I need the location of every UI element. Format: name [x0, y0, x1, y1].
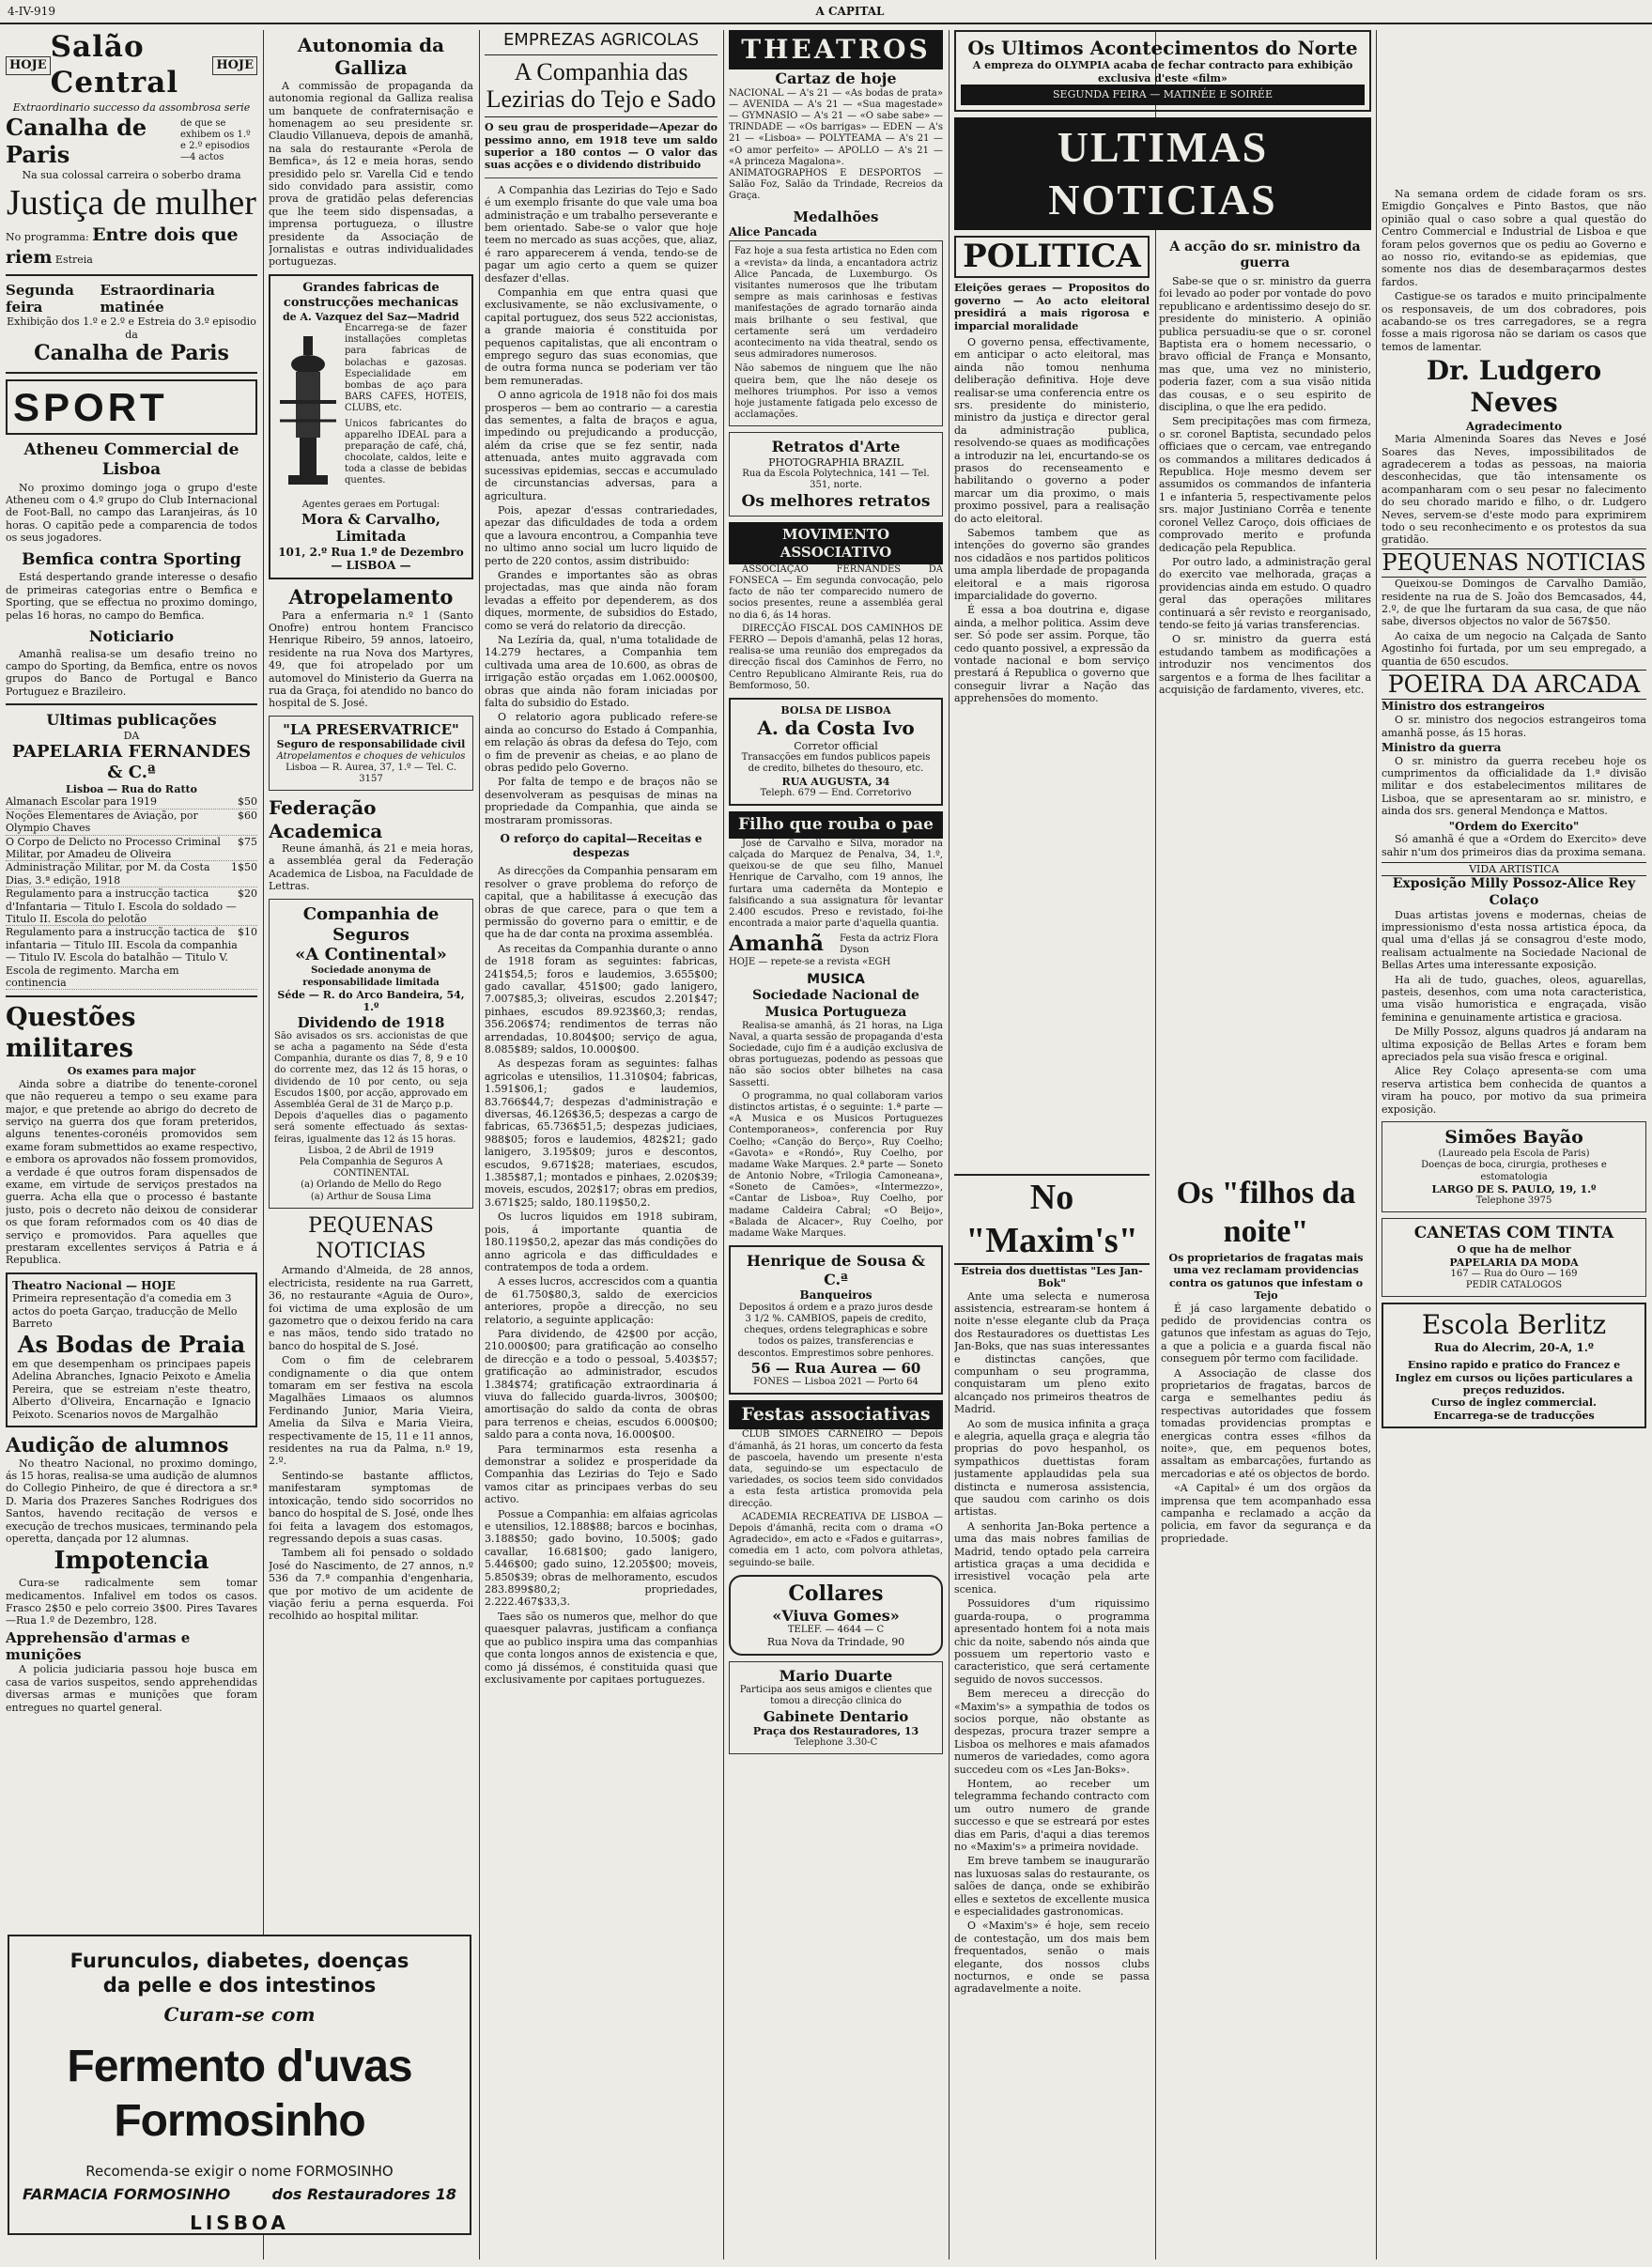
henrique-ad	[729, 1245, 943, 1395]
maxims-text: Ante uma selecta e numerosa assistencia, estrearam-se hontem á noite n'esse elegante club da Praça dos Restauradores os duettistas Les Jan-Boks, que nas suas interessantes e distinctas canções, que compunham o seu programma, conquistaram um pleno exito alcançado nos primeiros theatros de Madrid.	[954, 1289, 1150, 1416]
column-rule	[479, 30, 480, 2259]
column-2	[269, 30, 473, 1929]
column-3	[485, 30, 718, 2259]
publication-price: $60	[238, 809, 257, 822]
publication-item	[6, 926, 257, 990]
audicao-title: Audição de alumnos	[6, 1432, 229, 1457]
filhos-sub: Os proprietarios de fragatas mais uma vez reclamam providencias contra os gatunos que infestam o Tejo	[1168, 1251, 1364, 1303]
continental-dividendo: Dividendo de 1918	[297, 1013, 445, 1031]
expo-text3: De Milly Possoz, alguns quadros já andaram na ultima exposição de Bellas Artes e foram bem apreciados pela sua visão fresca e original.	[1382, 1026, 1646, 1064]
apprehensao-title: Apprehensão d'armas e munições	[6, 1628, 191, 1664]
headline-deck: O seu grau de prosperidade—Apezar do pessimo anno, em 1918 teve um saldo superior a 180 contos — O valor das suas acções e o dividendo distribuido	[485, 121, 718, 172]
ad-recomenda: Recomenda-se exigir o nome FORMOSINHO	[85, 2162, 394, 2180]
bodas-text: em que desempenham os principaes papeis Adelina Abranches, Ignacio Peixoto e Amelia Pereira, que se estreiam n'este theatro, Alberto d'Oliveira, Encarnação e Ignacio Peixoto. Scenarios novos de Margalhão	[12, 1357, 251, 1421]
canetas-address: 167 — Rua do Ouro — 169	[1450, 1268, 1578, 1279]
simoes-sub: (Laureado pela Escola de Paris)	[1438, 1149, 1590, 1160]
continental-text: São avisados os srs. accionistas de que se acha a pagamento na Séde d'esta Companhia, durante os dias 7, 8, 9 e 10 do corrente mez, das 12 ás 15 horas, o dividendo de 10 por cento, ou seja Escudos 1$00, por acção, approvado em Assembléa Geral de 31 de Março p.p.	[274, 1030, 468, 1111]
fabricas-agents-name: Mora & Carvalho, Limitada	[301, 511, 441, 546]
canetas-catalog: PEDIR CATALOGOS	[1465, 1280, 1563, 1291]
fermento-ad	[8, 1935, 471, 2235]
collares-title: Collares	[788, 1581, 884, 1606]
preservatrice-address: Lisboa — R. Aurea, 37, 1.º — Tel. C. 3157	[286, 762, 456, 784]
henrique-address: 56 — Rua Aurea — 60	[750, 1359, 921, 1377]
politica-text2: Sabemos tambem que as intenções do governo são grandes nos cidadãos e nos partidos politicos uma ampla liberdade de propaganda eleitoral e a mais rigorosa imparcialidade do governo.	[954, 527, 1150, 603]
section-title: EMPREZAS AGRICOLAS	[502, 30, 700, 50]
publications-da: DA	[123, 729, 140, 742]
audicao-text: No theatro Nacional, no proximo domingo, ás 15 horas, realisa-se uma audição de alumnos do Collegio Pinheiro, de que é directora a sr.ª D. Maria dos Prazeres Sanches Rodrigues dos Santos, havendo recitação de versos e execução de trechos musicaes, terminando pela operetta, dançada por 12 alumnas.	[6, 1457, 257, 1546]
filhos-text2: A Associação de classe dos proprietarios de fragatas, barcos de carga e semelhantes pediu ás respectivas autoridades que fossem tomadas providencias promptas e energicas contra esses «filhos da noite», que, em pequenos botes, assaltam as embarcações, furtando as mercadorias e até os objectos de bordo.	[1161, 1366, 1371, 1480]
atropelamento-text: Para a enfermaria n.º 1 (Santo Onofre) entrou hontem Francisco Henrique Ribeiro, 59 annos, latoeiro, residente na rua Nova dos Martyres, 49, que foi atropelado por um automovel do Ministerio da Guerra na rua da Graça, foi atendido no banco do hospital de S. José.	[269, 609, 473, 710]
pequenas-text: Armando d'Almeida, de 28 annos, electricista, residente na rua Garrett, 36, no restaurante «Aguia de Ouro», foi victima de uma explosão de um gazometro que o deixou ferido na cara e nas mãos, tendo sido tratado no banco do hospital de S. José.	[269, 1264, 473, 1352]
pequenas-text4: Tambem ali foi pensado o soldado José do Nascimento, de 27 annos, n.º 536 da 7.ª companhia d'engenharia, que por motivo de um acidente de viação feriu a perna esquerda. Foi recolhido ao hospital militar.	[269, 1547, 473, 1623]
ad-farmacia-row	[23, 2185, 456, 2204]
column-7	[1382, 188, 1646, 2259]
salao-central-header	[6, 30, 257, 101]
retratos-slogan: Os melhores retratos	[741, 491, 931, 511]
retratos-name: PHOTOGRAPHIA BRAZIL	[768, 455, 903, 469]
bolsa-tel: Teleph. 679 — End. Corretorivo	[760, 787, 912, 798]
ultimos-text: A empreza do OLYMPIA acaba de fechar contracto para exhibição exclusiva d'este «film»	[972, 59, 1353, 85]
side-text: Na semana ordem de cidade foram os srs. Emigdio Gonçalves e Pinto Bastos, que não opinião qual o caso sobre a qual questão do Centro Commercial e Industrial de Lisboa e que foram pelos governos que os pediu ao Governo e ao nosso rio, evitando-se as epidemias, que somente nos dias de desembaraçarmos destes fardos.	[1382, 188, 1646, 288]
retratos-title: Retratos d'Arte	[771, 438, 901, 456]
benfica-text: Está despertando grande interesse o desafio de primeiras categorias entre o Bemfica e Sporting, que se effectua no proximo domingo, pelas 16 horas, no campo do Bemfica.	[6, 571, 257, 622]
monday-text: Exhibição dos 1.º e 2.º e Estreia do 3.º episodio da	[7, 316, 256, 341]
publication-name: O Corpo de Delicto no Processo Criminal Militar, por Amadeu de Oliveira	[6, 835, 221, 860]
ultimos-sub: SEGUNDA FEIRA — MATINÉE E SOIRÉE	[961, 85, 1365, 104]
column-6-top	[954, 30, 1371, 1168]
mario-tel: Telephone 3.30-C	[794, 1737, 878, 1749]
divider	[6, 703, 257, 705]
theatros-title: THEATROS	[729, 30, 943, 69]
program-prefix: No programma:	[6, 231, 89, 244]
publication-item	[6, 887, 257, 926]
movimento-text: ASSOCIAÇÃO FERNANDES DA FONSECA — Em segunda convocação, pelo facto de não ter comparecido numero de socios presentes, reune a assembléa geral no dia 6, ás 14 horas.	[729, 563, 943, 621]
medalhoes-text2: Não sabemos de ninguem que lhe não queira bem, que lhe não deseje os melhores triumphos. Por isso a vemos hoje justamente fatigada pelo excesso de acclamações.	[734, 363, 937, 421]
ministro-estrangeiros-text: O sr. ministro dos negocios estrangeiros toma amanhã posse, ás 15 horas.	[1382, 714, 1646, 739]
maxims-title: No "Maxim's"	[954, 1174, 1150, 1265]
column-rule	[723, 30, 724, 2259]
fabricas-ad	[269, 274, 473, 579]
guerra-text3: Por outro lado, a administração geral do exercito vae melhorada, graças a providencias ainda em estudo. O quadro geral das operações militares continuará a sêr revisto e reorganisado, tendo-se feito já varias transferencias.	[1159, 555, 1371, 631]
questoes-text: Ainda sobre a diatribe do tenente-coronel que não requereu a tempo o seu exame para major, e que pretende ao abrigo do decreto de serviço na guerra dos que foram preteridos, alguns tenentes-coronéis promovidos sem exame foram submettidos ao exame respectivo, e embora os aprovados não fossem promovidos, a verdade é que outros foram dispensados de exame, em virtude de serviços prestados na guerra. Acha ella que o processo é bastante justo, pois o decreto não deixou de considerar os que foram reformados com os 40 dias de serviço e promovidos. Para aquelles que prestaram excellentes serviços á Patria e á Republica.	[6, 1077, 257, 1267]
simoes-address: LARGO DE S. PAULO, 19, 1.º	[1431, 1182, 1597, 1195]
ad-furunculos-line1: Furunculos, diabetes, doenças	[69, 1950, 409, 1972]
continental-sign3: (a) Arthur de Sousa Lima	[310, 1191, 432, 1202]
papelaria-name: PAPELARIA FERNANDES & C.ª	[11, 742, 252, 783]
publication-name: Regulamento para a instrucção tactica de infantaria — Titulo III. Escola da companhia — Titulo IV. Escola do batalhão — Titulo V. Escola de regimento. Marcha em continencia	[6, 926, 238, 990]
continental-text2: Depois d'aquelles dias o pagamento será somente effectuado ás sextas-feiras, igualmente das 12 ás 15 horas.	[274, 1111, 468, 1145]
article-paragraph: As receitas da Companhia durante o anno de 1918 foram as seguintes: fabricas, 241$54,5; foros e laudemios, 3.655$00; gado cavallar, 451$00; gado lanigero, 7.007$85,3; oliveiras, escudos 2.201$47; pinhaes, escudos 89.923$60,3; rendas, 356.206$74; rendimentos de terras não arrendadas, 10.804$00; serviço de agua, 8.085$89; saldos, 10.000$00.	[485, 942, 718, 1056]
article-paragraph: Para dividendo, de 42$00 por acção, 210.000$00; para gratificação ao conselho de direcção e a todo o pessoal, 5.403$57; gratificação ao administrador, escudos 1.384$74; gratificação extraordinaria á viuva do fallecido guarda-livros, 300$00; amortisação do saldo da conta de obras para terrenos e cheias, escudos 6.000$00; saldo para a conta nova, 16.000$00.	[485, 1327, 718, 1442]
vida-title: VIDA ARTISTICA	[1382, 862, 1646, 876]
expo-text: Duas artistas jovens e modernas, cheias de impressionismo d'esta nossa artistica época, da qual uma d'ellas já se consagrou d'este modo, realisam actualmente na Sociedade Nacional de Bellas Artes uma interessante exposição.	[1382, 908, 1646, 972]
publication-name: Almanach Escolar para 1919	[6, 795, 158, 809]
simoes-title: Simões Bayão	[1444, 1127, 1583, 1149]
publication-name: Noções Elementares de Aviação, por Olympio Chaves	[6, 809, 198, 835]
side-text2: Castigue-se os tarados e muito principalmente os responsaveis, de um dos cobradores, pois acabando-se os tres carregadores, se a regra fosse a mais rigorosa não se dariam os casos que temos de lamentar.	[1382, 290, 1646, 353]
maxims-text: O «Maxim's» é hoje, sem receio de contestação, um dos mais bem frequentados, senão o mais elegante, dos nossos clubs nocturnos, e onde se passa agradavelmente a noite.	[954, 1920, 1150, 1996]
ad-farmacia-address: dos Restauradores 18	[271, 2185, 456, 2203]
musica-text: Realisa-se amanhã, ás 21 horas, na Liga Naval, a quarta sessão de propaganda d'esta Sociedade, cujo fim é a audição exclusiva de obras portuguezas, podendo as pessoas que não são socios obter bilhetes na casa Sassetti.	[729, 1020, 943, 1088]
henrique-title: Henrique de Sousa & C.ª	[746, 1252, 926, 1288]
reforco-title: O reforço do capital—Receitas e despezas	[500, 832, 702, 859]
column-6-bottom	[1161, 1174, 1371, 2259]
autonomia-title: Autonomia da Galliza	[297, 34, 445, 80]
divider	[6, 274, 257, 276]
guerra-text2: Sem precipitações mas com firmeza, o sr. coronel Baptista, secundado pelos officiaes que o cercam, vae entregando os commandos a militares dedicados á Republica. Hoje mesmo devem ser assumidos os commandos de infanteria 1 e infanteria 5, respectivamente pelos srs. major Justiniano Corrêa e tenente coronel Vellez Caroço, dois officiaes de comprovado merito e profunda dedicação pela Republica.	[1159, 415, 1371, 554]
ad-furunculos-line2: da pelle e dos intestinos	[102, 1973, 377, 1997]
theatro-nacional-text: Primeira representação d'a comedia em 3 actos do poeta Garçao, traducção de Mello Barreto	[12, 1292, 238, 1331]
article-paragraph: O anno agricola de 1918 não foi dos mais prosperos — bem ao contrario — a carestia das sementes, a falta de braços e agua, impedindo ou prejudicando a producção, além da crise que se fez sentir, nada attenuada, antes muito aggravada com sucessivas epidemias, seccas e accumulado de circunstancias adversas, para a agricultura.	[485, 389, 718, 502]
divider	[6, 372, 257, 374]
page-header	[0, 0, 1652, 24]
pequenas-text3: Sentindo-se bastante afflictos, manifestaram symptomas de intoxicação, tendo sido socorridos no banco do hospital de S. José, onde lhes foi feita a lavagem dos estomagos, regressando depois a suas casas.	[269, 1469, 473, 1545]
expo-text4: Alice Rey Colaço apresenta-se com uma reserva artistica bem conhecida de quantos a viram ha pouco, por motivo da sua primeira exposição.	[1382, 1065, 1646, 1116]
article-paragraph: Os lucros liquidos em 1918 subiram, pois, á importante quantia de 180.119$50,2, apezar das más condições do anno agricola e das difficuldades e contratempos de toda a ordem.	[485, 1211, 718, 1273]
ad-farmacia: FARMACIA FORMOSINHO	[23, 2185, 231, 2203]
coffee-machine-icon	[275, 327, 341, 496]
simoes-tel: Telephone 3975	[1475, 1195, 1552, 1207]
publication-price: 1$50	[231, 861, 257, 874]
fabricas-text2: Unicos fabricantes do apparelho IDEAL para a preparação de café, chá, chocolate, caldos, leite e toda a classe de bebidas quentes.	[345, 418, 467, 486]
impotencia-title: Impotencia	[54, 1547, 209, 1576]
publication-item	[6, 861, 257, 887]
ministro-guerra-text: O sr. ministro da guerra recebeu hoje os cumprimentos da officialidade da 1.ª divisão militar e dos estabelecimentos militares de Lisboa, que se apresentaram ao sr. ministro, e ainda dos srs. general Mendonça e Mattos.	[1382, 754, 1646, 818]
filho-title: Filho que rouba o pae	[729, 811, 943, 839]
column-5	[954, 1174, 1150, 2259]
fabricas-texts	[345, 323, 467, 500]
mario-text: Participa aos seus amigos e clientes que tomou a direcção clinica do	[739, 1685, 933, 1707]
extraordinary-line: Extraordinario successo da assombrosa serie	[12, 100, 251, 114]
maxims-sub: Estreia dos duettistas "Les Jan-Bok"	[961, 1264, 1143, 1290]
monday-title: Canalha de Paris	[34, 341, 229, 366]
ad-fermento: Fermento d'uvas Formosinho	[67, 2041, 412, 2147]
questoes-title: Questões militares	[6, 1003, 136, 1064]
divider	[6, 995, 257, 997]
fabricas-agents: Agentes geraes em Portugal:	[301, 500, 440, 510]
medalhoes-name: Alice Pancada	[729, 224, 817, 239]
papelaria-address: Lisboa — Rua do Ratto	[66, 782, 197, 795]
column-1	[6, 30, 257, 2259]
canetas-title: CANETAS COM TINTA	[1413, 1224, 1614, 1243]
berlitz-address: Rua do Alecrim, 20-A, 1.º	[1434, 1341, 1594, 1355]
ordem-text: Só amanhã é que a «Ordem do Exercito» deve sahir n'um dos primeiros dias da proxima semana.	[1382, 833, 1646, 858]
fabricas-agents-city: — LISBOA —	[331, 559, 411, 573]
berlitz-text2: Curso de inglez commercial.	[1431, 1396, 1597, 1410]
noticiario-text: Amanhã realisa-se um desafio treino no campo do Sporting, da Bemfica, entre os novos grupos do Banco de Portugal e Banco Portuguez e Brazileiro.	[6, 647, 257, 698]
header-date: 4-IV-919	[8, 4, 55, 18]
serie-title: Canalha de Paris	[6, 114, 147, 169]
collares-tel: TELEF. — 4644 — C	[787, 1625, 885, 1636]
medalhoes-title: Medalhões	[793, 208, 879, 225]
politica-title: POLITICA	[954, 236, 1150, 278]
federacao-text: Reune ámanhã, ás 21 e meia horas, a assembléa geral da Federação Academica de Lisboa, na Faculdade de Lettras.	[269, 841, 473, 893]
retratos-address: Rua da Escola Polytechnica, 141 — Tel. 351, norte.	[742, 469, 930, 491]
collares-sub: «Viuva Gomes»	[772, 1606, 900, 1625]
publication-item	[6, 836, 257, 862]
ad-lisboa: LISBOA	[190, 2211, 289, 2234]
fabricas-owner: de A. Vazquez del Saz—Madrid	[282, 310, 460, 323]
main-headline: A Companhia das Lezirias do Tejo e Sado	[485, 54, 718, 117]
cartaz-item: NACIONAL — A's 21 — «As bodas de prata» — AVENIDA — A's 21 — «Sua magestade» — GYMNASIO — A's 21 — «O sabe sabe» — TRINDADE — «Os barrigas» — EDEN — A's 21 — «Lisboa» — POLYTEAMA — A's 21 — «O amor perfeito» — APOLLO — A's 21 — «A princeza Magalona».	[729, 87, 943, 167]
bolsa-title: BOLSA DE LISBOA	[780, 703, 891, 717]
fabricas-body	[275, 323, 467, 500]
column-rule	[263, 30, 264, 2259]
continental-sign1: Pela Companhia de Seguros A CONTINENTAL	[299, 1156, 443, 1180]
program-suffix: Estreia	[54, 253, 93, 266]
atropelamento-title: Atropelamento	[288, 585, 454, 609]
article-paragraph: Por falta de tempo e de braços não se desenvolveram as pesquisas de minas na propriedade da Companhia, que ainda se mostraram promissoras.	[485, 776, 718, 826]
mario-title: Mario Duarte	[779, 1666, 893, 1685]
publications-title: Ultimas publicações	[46, 711, 217, 730]
berlitz-ad	[1382, 1303, 1646, 1428]
article-paragraph: Para terminarmos esta resenha a demonstrar a solidez e prosperidade da Companhia das Lezirias do Tejo e Sado vamos citar as principaes verbas do seu activo.	[485, 1442, 718, 1506]
ad-curam: Curam-se com	[163, 2003, 316, 2027]
mario-address: Praça dos Restauradores, 13	[752, 1724, 919, 1737]
article-paragraph: Grandes e importantes são as obras projectadas, mas que ainda não foram levadas a effeito por dependerem, as dos diques, mormente, de subsidios do Estado, como se verá do relatorio da direcção.	[485, 568, 718, 632]
article-paragraph: Possue a Companhia: em alfaias agricolas e utensilios, 12.188$88; barcos e bocinhas, 3.188$50; gado bovino, 10.500$; gado cavallar, 16.681$00; gado lanigero, 5.446$00; gado suino, 12.205$00; moveis, 5.850$39; obras de melhoramento, escudos 283.899$80,2; propriedades, 2.222.467$33,3.	[485, 1507, 718, 1609]
sport-banner	[6, 379, 257, 435]
article-paragraph: As direcções da Companhia pensaram em resolver o grave problema do reforço de capital, que a habilitasse á execução das obras de que carece, para o que tem a permissão do governo para o emittir, e de que ha de dar conta na proxima assembléa.	[485, 865, 718, 941]
continental-title-2: «A Continental»	[295, 945, 447, 965]
article-paragraph: Na Lezíria da, qual, n'uma totalidade de 14.279 hectares, a Companhia tem cultivada uma area de 10.600, as obras de irrigação estão orçadas em 1.062.000$00, obras que ainda não foram iniciadas por falta do subsidio do Estado.	[485, 633, 718, 710]
program-title: Entre dois que riem	[6, 224, 239, 268]
serie-note: de que se exhibem os 1.º e 2.º episodios—4 actos	[179, 117, 251, 163]
fabricas-text: Encarrega-se de fazer installações completas para fabricas de bolachas e gazosas. Especialidade em bombas de aço para BARS CAFES, HOTEIS, CLUBS, etc.	[345, 323, 467, 414]
theatro-nacional-box	[6, 1272, 257, 1427]
article-paragraph: A Companhia das Lezirias do Tejo e Sado é um exemplo frisante do que vale uma boa administração e um trabalho perseverante e bem orientado. Sabe-se o valor que hoje teem no mercado as suas acções, que, aliaz, é raro apparecerem á venda, tendo-se de pagar um agio certo a quem se quizer desfazer d'ellas.	[485, 183, 718, 285]
guerra-column	[1159, 236, 1371, 707]
expo-text2: Ha ali de tudo, guaches, oleos, aguarellas, pasteis, desenhos, com uma nota caracteristica, uma visão humoristica e engraçada, visão feminina e genuinamente artistica e graciosa.	[1382, 973, 1646, 1024]
drama-title: Justiça de mulher	[7, 182, 256, 223]
amanha-text: HOJE — repete-se a revista «EGH	[729, 957, 891, 968]
medalhoes-text: Faz hoje a sua festa artistica no Eden com a «revista» da linda, a encantadora actriz Alice Pancada, de Luxemburgo. Os visitantes numerosos que lhe tributam sempre as mais carinhosas e festivas manifestações de agrado tornarão ainda mais brilhante o seu festival, que certamente será um verdadeiro acontecimento na vida theatral, sendo os seus admiradores numerosos.	[734, 246, 937, 361]
ludgero-text: Maria Almeninda Soares das Neves e José Soares das Neves, impossibilitados de agradecerem a todas as pessoas, na maioria desconhecidas, que tão intensamente os acompanharam com o seu pesar no falecimento do seu chorado marido e filho, o dr. Ludgero Neves, servem-se d'este modo para exprimirem todo o seu reconhecimento e os protestos da sua gratidão.	[1382, 433, 1646, 547]
preservatrice-sub: Seguro de responsabilidade civil	[276, 738, 466, 751]
monday-label: Segunda feira	[6, 281, 74, 316]
henrique-text: Depositos á ordem e a prazo juros desde 3 1/2 %. CAMBIOS, papeis de credito, cheques, ordens telegraphicas e sobre todos os paizes, transferencias e descontos. Emprestimos sobre penhores.	[737, 1302, 934, 1359]
preservatrice-ad	[269, 716, 473, 791]
ateneu-title: Atheneu Commercial de Lisboa	[23, 440, 239, 479]
publication-price: $20	[238, 887, 257, 901]
simoes-text: Doenças de boca, cirurgia, protheses e estomatologia	[1421, 1160, 1607, 1182]
pequenas-text2: Ao caixa de um negocio na Calçada de Santo Agostinho foi furtada, por um seu empregado, a quantia de 650 escudos.	[1382, 629, 1646, 668]
cartaz-title: Cartaz de hoje	[775, 69, 897, 88]
politica-area	[954, 236, 1371, 707]
benfica-title: Bemfica contra Sporting	[22, 549, 241, 569]
ordem-title: "Ordem do Exercito"	[1448, 819, 1580, 833]
guerra-text: Sabe-se que o sr. ministro da guerra foi levado ao poder por vontade do povo republicano e ardentissimo desejo do sr. presidente do ministerio. A opinião publica persuadiu-se que o sr. coronel Baptista era o homem necessario, o bravo official de França e Monsanto, mas que, uma vez no ministerio, poderia fazer, com a sua visão nitida das cousas, e o seu espirito de disciplina, o que lhe era pedido.	[1159, 274, 1371, 414]
column-rule	[1376, 30, 1377, 2259]
federacao-title: Federação Academica	[269, 796, 383, 842]
maxims-text: Possuidores d'um riquissimo guarda-roupa, o programma apresentado hontem foi a nota mais chic da noite, sabendo nós ainda que possuem um repertorio vasto e caracteristico, que será certamente seguido de novos successos.	[954, 1597, 1150, 1686]
maxims-text: A senhorita Jan-Boka pertence a uma das mais nobres familias de Madrid, tendo optado pela carreira artistica graças a uma decidida e irresistivel vocação pela arte scenica.	[954, 1519, 1150, 1596]
canetas-sub: O que ha de melhor	[1457, 1243, 1571, 1257]
bolsa-name: A. da Costa Ivo	[757, 717, 915, 740]
collares-address: Rua Nova da Trindade, 90	[766, 1636, 905, 1649]
festas-text2: ACADEMIA RECREATIVA DE LISBOA — Depois d'ámanhã, recita com o drama «O Agradecido», em acto e «Fados e guitarras», comedia em 1 acto, com polvora athletas, seguindo-se baile.	[729, 1511, 943, 1568]
festas-text: CLUB SIMÕES CARNEIRO — Depois d'ámanhã, ás 21 horas, um concerto da festa de pascoela, havendo um presente n'esta data, seguindo-se um espectaculo de variedades, os socios teem sido convidados a esta festa artistica promovida pela direcção.	[729, 1429, 943, 1509]
canetas-ad	[1382, 1218, 1646, 1297]
matinee-label: Estraordinaria matinée	[100, 281, 215, 316]
publication-price: $50	[238, 795, 257, 809]
guerra-title: A acção do sr. ministro da guerra	[1169, 239, 1361, 270]
mario-ad	[729, 1661, 943, 1755]
column-rule	[949, 30, 950, 2259]
henrique-tel: FONES — Lisboa 2021 — Porto 64	[753, 1377, 919, 1388]
column-4	[729, 30, 943, 2259]
continental-sign2: (a) Orlando de Mello do Rego	[301, 1180, 441, 1191]
filho-text: José de Carvalho e Silva, morador na calçada do Marquez de Penalva, 34, 1.º, queixou-se de que seu filho, Manuel Henrique de Carvalho, com 19 annos, lhe furtara uma cadernêta da Montepio e falsificando a sua assignatura fôr levantar 2.400 escudos. Preso e revistado, foi-lhe encontrada a maior parte d'aquella quantia.	[729, 838, 943, 930]
fabricas-agents-address: 101, 2.º Rua 1.º de Dezembro	[278, 545, 464, 559]
ministro-estrangeiros-title: Ministro dos estrangeiros	[1382, 700, 1545, 714]
maxims-text: Em breve tambem se inaugurarão nas luxuosas salas do restaurante, os salões de dança, onde se exhibirão elles e sextetos de excellente musica e especialidades gastronomicas.	[954, 1855, 1150, 1919]
berlitz-text3: Encarrega-se de traducções	[1433, 1409, 1595, 1422]
preservatrice-sub2: Atropelamentos e choques de vehiculos	[276, 750, 466, 762]
expo-title: Exposição Milly Possoz-Alice Rey Colaço	[1392, 876, 1636, 908]
theatro-nacional-head: Theatro Nacional — HOJE	[12, 1278, 176, 1292]
filhos-title: Os "filhos da noite"	[1176, 1176, 1356, 1250]
berlitz-text: Ensino rapido e pratico do Francez e Inglez em cursos ou lições particulares a preços reduzidos.	[1395, 1359, 1633, 1396]
maxims-text: Hontem, ao receber um telegramma fechando contracto com um outro numero de grande successo e que se estreará por estes dias em Paris, d'aqui a dias teremos no «Maxim's» a primeira novidade.	[954, 1777, 1150, 1853]
impotencia-text: Cura-se radicalmente sem tomar medicamentos. Infalivel em todos os casos. Frasco 2$50 e pelo correio 3$00. Pires Tavares—Rua 1.º de Dezembro, 128.	[6, 1577, 257, 1627]
politica-column	[954, 236, 1150, 707]
ateneu-text: No proximo domingo joga o grupo d'este Atheneu com o 4.º grupo do Club Internacional de Foot-Ball, no campo das Laranjeiras, ás 10 horas. O capitão pede a comparencia de todos os seus jogadores.	[6, 481, 257, 545]
movimento-title: MOVIMENTO ASSOCIATIVO	[729, 522, 943, 564]
article-paragraph: A esses lucros, accrescidos com a quantia de 61.750$80,3, saldo de exercicios anteriores, propõe a direcção, no seu relatorio, a seguinte applicação:	[485, 1275, 718, 1326]
bolsa-text: Transacções em fundos publicos papeis de credito, bilhetes do thesouro, etc.	[741, 752, 931, 775]
drama-intro: Na sua colossal carreira o soberbo drama	[22, 168, 241, 181]
publication-name: Regulamento para a instrucção tactica d'Infantaria — Titulo I. Escola do soldado — Titulo II. Escola do pelotão	[6, 887, 237, 926]
henrique-sub: Banqueiros	[799, 1288, 872, 1303]
amanha-row	[729, 932, 943, 957]
amanha-title: Amanhã	[729, 932, 824, 957]
ultimos-ad	[954, 30, 1371, 112]
simoes-ad	[1382, 1121, 1646, 1212]
continental-sub: Sociedade anonyma de responsabilidade limitada	[302, 965, 440, 988]
article-paragraph: Taes são os numeros que, melhor do que quaesquer palavras, justificam a confiança que ao publico inspira uma das companhias que conta longos annos de existencia e que, como já dissémos, é constituida quasi que exclusivamente por capitaes portuguezes.	[485, 1610, 718, 1686]
bodas-title: As Bodas de Praia	[17, 1330, 246, 1358]
article-paragraph: O relatorio agora publicado refere-se ainda ao concurso do Estado á Companhia, em relação ás obras da defesa do Tejo, com o fim de prevenir as cheias, e ao plano de obras pedido pelo Governo.	[485, 711, 718, 775]
bolsa-address: RUA AUGUSTA, 34	[781, 775, 890, 788]
autonomia-text: A commissão de propaganda da autonomia regional da Galliza realisa um banquete de confraternisação e homenagem ao seu presidente sr. Claudio Villanueva, depois de amanhã, na sala do restaurante «Perola de Bemfica», ás 12 e meia horas, sendo presidido pelo sr. Varella Cid e tendo sido convidado para assistir, como prova de gratidão pelas deferencias que lhe teem sido dispensadas, a imprensa portugueza, o illustre presidente da Associação de Jornalistas e outras individualidades portuguezas.	[269, 79, 473, 269]
guerra-text4: O sr. ministro da guerra está estudando tambem as modificações a introduzir nos vencimentos dos sargentos e a forma de lhes facilitar a acquisição de fardamento, viveres, etc.	[1159, 633, 1371, 696]
continental-date: Lisboa, 2 de Abril de 1919	[308, 1145, 434, 1156]
collares-ad	[729, 1575, 943, 1656]
publication-price: $10	[238, 926, 257, 939]
movimento-text2: DIRECÇÃO FISCAL DOS CAMINHOS DE FERRO — Depois d'amanhã, pelas 12 horas, realisa-se uma reunião dos empregados da direcção fiscal dos Caminhos de Ferro, no Centro Republicano Almirante Reis, rua do Bemformoso, 50.	[729, 623, 943, 691]
publication-price: $75	[238, 835, 257, 848]
publication-item	[6, 810, 257, 836]
program-row	[6, 224, 257, 268]
questoes-sub: Os exames para major	[67, 1065, 196, 1078]
hoje-label: HOJE	[6, 56, 51, 75]
fabricas-title: Grandes fabricas de construcções mechanicas	[283, 280, 459, 310]
ministro-guerra-title: Ministro da guerra	[1382, 740, 1502, 754]
hoje-label: HOJE	[212, 56, 257, 75]
noticiario-title: Noticiario	[88, 627, 175, 645]
filhos-text3: «A Capital» é um dos orgãos da imprensa que tem acompanhado essa campanha e reclamado a acção da policia, em favor da segurança e da propriedade.	[1161, 1482, 1371, 1545]
cartaz-item: ANIMATOGRAPHOS E DESPORTOS — Salão Foz, Salão da Trindade, Recreios da Graça.	[729, 167, 943, 202]
continental-title-1: Companhia de Seguros	[302, 903, 440, 945]
header-title: A CAPITAL	[815, 4, 885, 18]
serie-row	[6, 114, 257, 169]
apprehensao-text: A policia judiciaria passou hoje busca em casa de varios suspeitos, sendo apprehendidas diversas armas e munições que foram entregues no quartel general.	[6, 1663, 257, 1714]
publications-list	[6, 795, 257, 990]
mario-gabinete: Gabinete Dentario	[763, 1707, 909, 1725]
publication-name: Administração Militar, por M. da Costa Dias, 3.ª edição, 1918	[6, 861, 210, 887]
ludgero-sub: Agradecimento	[1465, 419, 1563, 433]
canetas-place: PAPELARIA DA MODA	[1449, 1256, 1579, 1269]
article-paragraph: As despezas foram as seguintes: falhas agricolas e utensilios, 11.310$04; fabricas, 1.591$06,1; gados e laudemios, 83.766$44,7; despezas d'administração e diversas, 46.126$36,5; despezas a cargo de fabricas, 65.736$51,5; despezas judiciaes, 988$05; foros e laudemios, 482$21; gado lanigero, 3.195$09; juros e descontos, escudos, 9.671$28; materiaes, escudos, 1.385$87,1; montados e pinhaes, 2.020$39; moveis, escudos, 202$17; obras em predios, 3.671$25; saldo, 180.119$50,2.	[485, 1057, 718, 1209]
pequenas-text2: Com o fim de celebrarem condignamente o dia que ontem tomaram em ser festiva na escola Magalhães Limaaos os alumnos Ferdinando Junior, Maria Vieira, Amelia da Silva e Maria Vieira, respectivamente de 15, 11 e 11 annos, residentes na rua da Palma, n.º 19, 2.º.	[269, 1354, 473, 1468]
musica-sub: Sociedade Nacional de Musica Portugueza	[752, 988, 919, 1020]
politica-sub: Eleições geraes — Propositos do governo — Ao acto eleitoral presidirá a mais rigorosa e imparcial moralidade	[954, 282, 1150, 332]
article-paragraph: Companhia em que entra quasi que exclusivamente, se não exclusivamente, o capital portuguez, dos seus 522 accionistas, a grande maioria é constituida por pequenos capitalistas, que ali encontram o emprego seguro das suas economias, que de outra forma nunca se poderiam ver tão bem remuneradas.	[485, 286, 718, 387]
monday-row	[6, 282, 257, 316]
pequenas-title: PEQUENAS NOTICIAS	[308, 1213, 434, 1263]
bolsa-ad	[729, 698, 943, 806]
ludgero-title: Dr. Ludgero Neves	[1426, 355, 1602, 419]
amanha-sub: Festa da actriz Flora Dyson	[840, 933, 939, 955]
ultimos-title: Os Ultimos Acontecimentos do Norte	[967, 37, 1358, 59]
retratos-ad	[729, 432, 943, 517]
divider	[485, 177, 718, 178]
pequenas-text: Queixou-se Domingos de Carvalho Damião, residente na rua de S. João dos Bemcasados, 44, 2.º, de que lhe furtaram da sua casa, de que não sabe, diversos objectos no valor de 567$50.	[1382, 578, 1646, 628]
salao-central-title: Salão Central	[50, 30, 179, 100]
preservatrice-title: "LA PRESERVATRICE"	[283, 720, 459, 738]
musica-text2: O programma, no qual collaboram varios distinctos artistas, é o seguinte: 1.ª parte — «A Musica e os Musicos Portuguezes Contemporaneos», conferencia por Ruy Coelho; «Canção do Berço», Ruy Coelho; «Gavota» e «Rondó», Ruy Coelho, por madame Wake Marques. 2.ª parte — Soneto de Antonio Nobre, «Trilogia Camoneana», «Soneto de Camões», «Intermezzo», «Cantar de Lisboa», Ruy Coelho, por madame Caldeira Cabral; «O Beijo», «Balada de Alcacer», Ruy Coelho, por madame Wake Marques.	[729, 1090, 943, 1239]
bolsa-sub: Corretor official	[794, 739, 878, 752]
festas-title: Festas associativas	[729, 1400, 943, 1429]
poeira-title: POEIRA DA ARCADA	[1382, 670, 1646, 701]
politica-text3: É essa a boa doutrina e, digase ainda, a melhor politica. Assim deve ser. Só pode ser assim. Porque, tão cedo quanto possivel, a expressão da vontade nacional e bom serviço prestará á Republica o governo que conseguir livrar a Nação das apprehensões do momento.	[954, 604, 1150, 705]
pequenas-title: PEQUENAS NOTICIAS	[1382, 548, 1646, 578]
ultimas-noticias-banner: ULTIMAS NOTICIAS	[954, 117, 1371, 230]
maxims-text: Ao som de musica infinita a graça e alegria, aquella graça e alegria tão proprias do povo hespanhol, os sympathicos duettistas foram justamente applaudidas pela sua distincta e numerosa assistencia, que saudou com carinho os dois artistas.	[954, 1417, 1150, 1519]
maxims-text: Bem mereceu a direcção do «Maxim's» a sympathia de todos os socios porque, não obstante as despezas, procura trazer sempre a Lisboa os melhores e mais afamados numeros de variedades, como agora succedeu com os «Les Jan-Boks».	[954, 1688, 1150, 1776]
publication-item	[6, 795, 257, 809]
filhos-text: É já caso largamente debatido o pedido de providencias contra os gatunos que infestam as aguas do Tejo, a que a policia e a guarda fiscal não conseguem pôr termo com facilidade.	[1161, 1302, 1371, 1365]
politica-text: O governo pensa, effectivamente, em anticipar o acto eleitoral, mas ainda não tomou nenhuma deliberação definitiva. Hoje deve realisar-se uma conferencia entre os srs. presidente do ministerio, ministro da justiça e director geral da administração publica, resolvendo-se quaes as modificações a introduzir na lei, encurtando-se os prasos do recenseamento e habilitando o governo a poder marcar um dia proximo, o mais proximo possivel, para a realisação do acto eleitoral.	[954, 335, 1150, 525]
article-paragraph: Pois, apezar d'essas contrariedades, apezar das dificuldades de toda a ordem que a lavoura encontrou, a Companhia teve no ultimo anno social um lucro liquido de perto de 220 contos, assim distribuido:	[485, 503, 718, 567]
sport-title: SPORT	[13, 384, 168, 429]
medalhoes-box	[729, 240, 943, 426]
musica-title: MUSICA	[807, 972, 865, 988]
berlitz-title: Escola Berlitz	[1421, 1309, 1607, 1341]
continental-sede: Séde — R. do Arco Bandeira, 54, 1.º	[277, 988, 465, 1014]
continental-ad	[269, 899, 473, 1209]
